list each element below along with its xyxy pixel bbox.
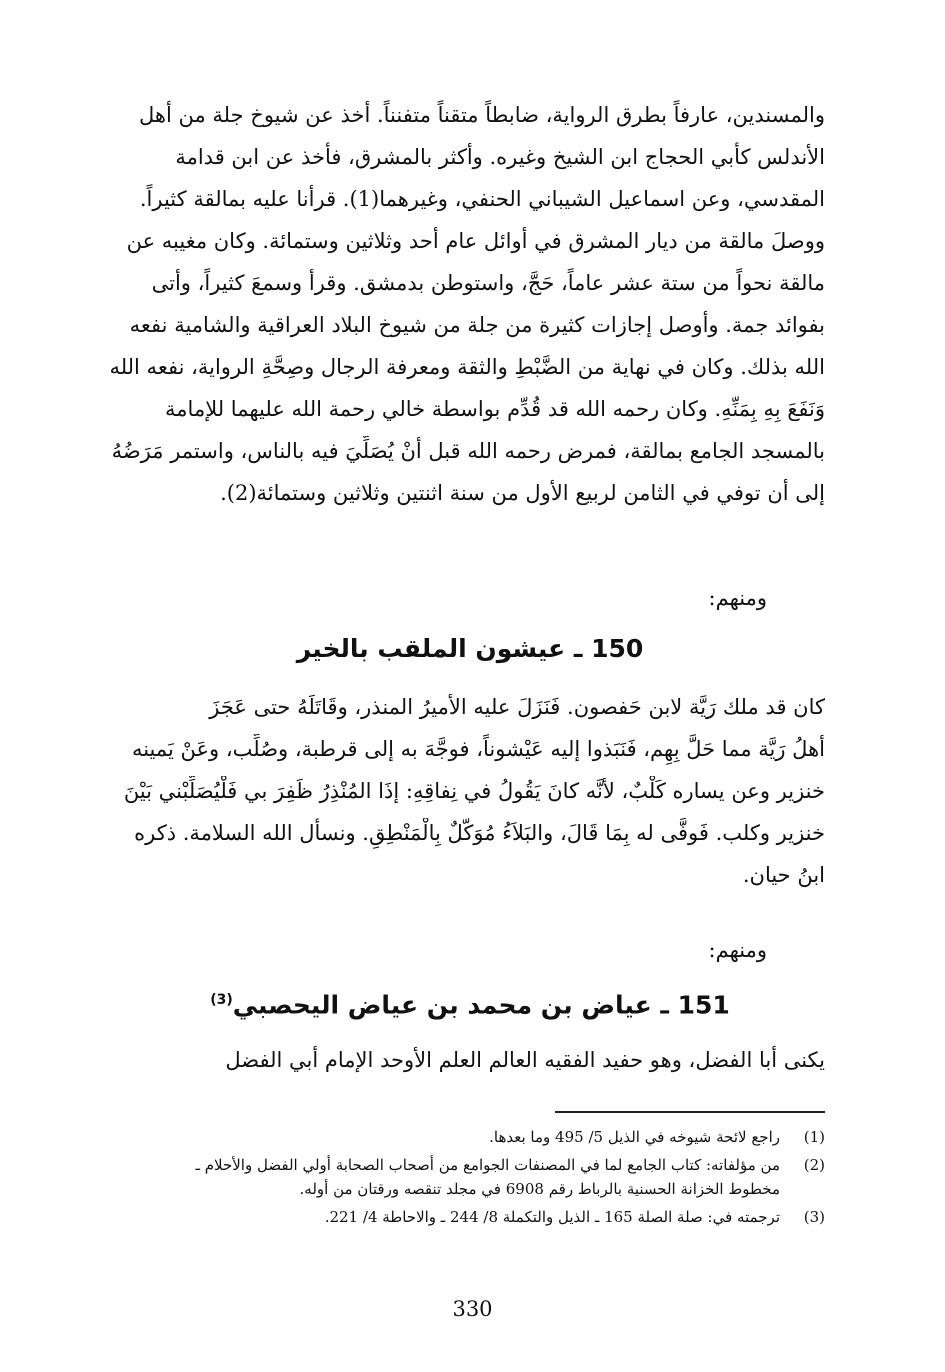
entry-heading-151-text: 151 ـ عياض بن محمد بن عياض اليحصبي xyxy=(232,990,730,1020)
paragraph-entry-151 xyxy=(55,1045,825,1087)
text-line: وَنَفَعَ بِهِ بِمَنِّهِ. وكان رحمه الله قد قُدِّم بواسطة خالي رحمة الله عليهما للإمامة xyxy=(165,397,825,421)
section-label: ومنهم: xyxy=(708,938,767,962)
entry-heading-150: 150 ـ عيشون الملقب بالخير xyxy=(296,634,644,663)
text-line: بالمسجد الجامع بمالقة، فمرض رحمه الله قبل أنْ يُصَلِّيَ فيه بالناس، واستمر مَرَضُهُ xyxy=(111,439,825,463)
footnote-1 xyxy=(55,1125,825,1149)
text-line: والمسندين، عارفاً بطرق الرواية، ضابطاً متقناً متفنناً. أخذ عن شيوخ جلة من أهل xyxy=(139,103,825,127)
text-line: الله بذلك. وكان في نهاية من الضَّبْطِ والثقة ومعرفة الرجال وصِحَّةِ الرواية، نفعه الله xyxy=(109,355,825,379)
footnote-text: من مؤلفاته: كتاب الجامع لما في المصنفات الجوامع من أصحاب الصحابة أولي الفضل والأحلام ـ xyxy=(195,1156,780,1174)
text-line: إلى أن توفي في الثامن لربيع الأول من سنة اثنتين وثلاثين وستمائة(2). xyxy=(220,481,825,505)
text-line: الأندلس كأبي الحجاج ابن الشيخ وغيره. وأكثر بالمشرق، فأخذ عن ابن قدامة xyxy=(175,145,825,169)
text-line: مالقة نحواً من ستة عشر عاماً، حَجَّ، واستوطن بدمشق. وقرأ وسمعَ كثيراً، وأتى xyxy=(151,271,825,295)
footnote-3 xyxy=(55,1205,825,1229)
footnote-text: راجع لائحة شيوخه في الذيل 5/ 495 وما بعدها. xyxy=(489,1128,780,1146)
text-line: أهلُ رَيَّة مما حَلَّ بِهِم، فَنَبَذوا إليه عَيْشوناً، فوجَّهَ به إلى قرطبة، وصُلِّب، وعَنْ يَمينه xyxy=(131,737,825,761)
footnote-number: (1) xyxy=(803,1128,825,1146)
footnotes xyxy=(55,1125,825,1233)
footnote-marker[interactable]: (3) xyxy=(210,992,233,1008)
page-number: 330 xyxy=(452,1297,493,1321)
footnote-divider xyxy=(555,1111,825,1113)
footnote-number: (2) xyxy=(803,1156,825,1174)
text-line: بفوائد جمة. وأوصل إجازات كثيرة من جلة من شيوخ البلاد العراقية والشامية نفعه xyxy=(129,313,825,337)
footnote-text: ترجمته في: صلة الصلة 165 ـ الذيل والتكملة 8/ 244 ـ والاحاطة 4/ 221. xyxy=(324,1208,780,1226)
footnote-2 xyxy=(55,1153,825,1201)
text-line: خنزير وكلب. فَوفَّى له بِمَا قَالَ، والبَلاَءُ مُوَكَّلٌ بِالْمَنْطِقِ. ونسأل الله السلامة. ذكره xyxy=(134,821,825,845)
entry-heading-151 xyxy=(120,983,820,1022)
text-line: يكنى أبا الفضل، وهو حفيد الفقيه العالم العلم الأوحد الإمام أبي الفضل xyxy=(225,1048,825,1072)
footnote-text: مخطوط الخزانة الحسنية بالرباط رقم 6908 في مجلد تنقصه ورقتان من أوله. xyxy=(299,1180,780,1198)
section-label: ومنهم: xyxy=(708,586,767,610)
text-line: خنزير وعن يساره كَلْبٌ، لأنَّه كانَ يَقُولُ في نِفاقِهِ: إذَا المُنْذِرُ ظَفِرَ بي فَلْيُصَلِّبْني بَيْنَ xyxy=(123,779,825,803)
footnote-number: (3) xyxy=(803,1208,825,1226)
text-line: ابنُ حيان. xyxy=(742,863,825,887)
text-line: ووصلَ مالقة من ديار المشرق في أوائل عام أحد وثلاثين وستمائة. وكان مغيبه عن xyxy=(126,229,825,253)
paragraph-entry-150 xyxy=(55,692,825,902)
text-line: كان قد ملك رَيَّة لابن حَفصون. فَنَزَلَ عليه الأميرُ المنذر، وقَاتَلَهُ حتى عَجَزَ xyxy=(209,695,825,719)
paragraph-biography-continued xyxy=(55,100,825,520)
text-line: المقدسي، وعن اسماعيل الشيباني الحنفي، وغيرهما(1). قرأنا عليه بمالقة كثيراً. xyxy=(139,187,825,211)
